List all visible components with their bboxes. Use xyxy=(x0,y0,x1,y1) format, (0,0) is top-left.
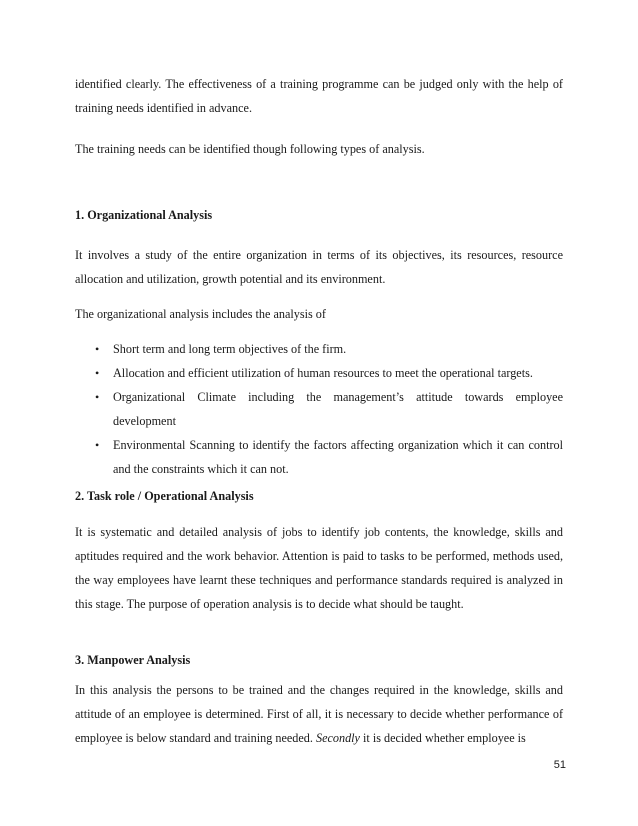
section-3-text-part-2: it is decided whether employee is xyxy=(359,731,526,745)
section-2-heading: 2. Task role / Operational Analysis xyxy=(75,489,254,503)
bullet-dot-icon: • xyxy=(95,438,100,452)
section-2-paragraph-1: It is systematic and detailed analysis of jobs to identify job contents, the knowledge, skills and aptitudes required and the work behavior. Attention is paid to tasks to be performed, methods used, the way employees have learnt these techniques and performance standards required is analyzed in this stage. The purpose of operation analysis is to decide what should be taught. xyxy=(75,525,563,611)
section-3-heading: 3. Manpower Analysis xyxy=(75,653,191,667)
bullet-item-text: Allocation and efficient utilization of human resources to meet the operational targets. xyxy=(113,366,533,380)
bullet-dot-icon: • xyxy=(95,342,100,356)
bullet-item-3 xyxy=(75,385,563,433)
bullet-item-text: Environmental Scanning to identify the factors affecting organization which it can control and the constraints which it can not. xyxy=(113,438,563,476)
section-3-text-part-1: In this analysis the persons to be trained and the changes required in the knowledge, skills and attitude of an employee is determined. First of all, it is necessary to decide whether performance of employee is below standard and training needed. xyxy=(75,683,563,745)
bullet-item-text: Organizational Climate including the management’s attitude towards employee development xyxy=(113,390,563,428)
section-1-paragraph-1: It involves a study of the entire organization in terms of its objectives, its resources, resource allocation and utilization, growth potential and its environment. xyxy=(75,248,563,286)
section-1-bullet-list xyxy=(75,337,563,481)
bullet-dot-icon: • xyxy=(95,390,100,404)
section-1-heading: 1. Organizational Analysis xyxy=(75,208,213,222)
section-3-italic-word: Secondly xyxy=(315,731,360,745)
intro-paragraph-2: The training needs can be identified though following types of analysis. xyxy=(75,142,425,156)
bullet-item-text: Short term and long term objectives of the firm. xyxy=(113,342,347,356)
page-number: 51 xyxy=(553,759,566,771)
bullet-dot-icon: • xyxy=(95,366,100,380)
bullet-item-4 xyxy=(75,433,563,481)
bullet-item-2 xyxy=(75,361,563,385)
intro-paragraph-1: identified clearly. The effectiveness of a training programme can be judged only with the help of training needs identified in advance. xyxy=(75,77,563,115)
bullet-item-1 xyxy=(75,337,563,361)
section-3-paragraph-1 xyxy=(75,678,563,750)
section-1-paragraph-2: The organizational analysis includes the analysis of xyxy=(75,307,326,321)
